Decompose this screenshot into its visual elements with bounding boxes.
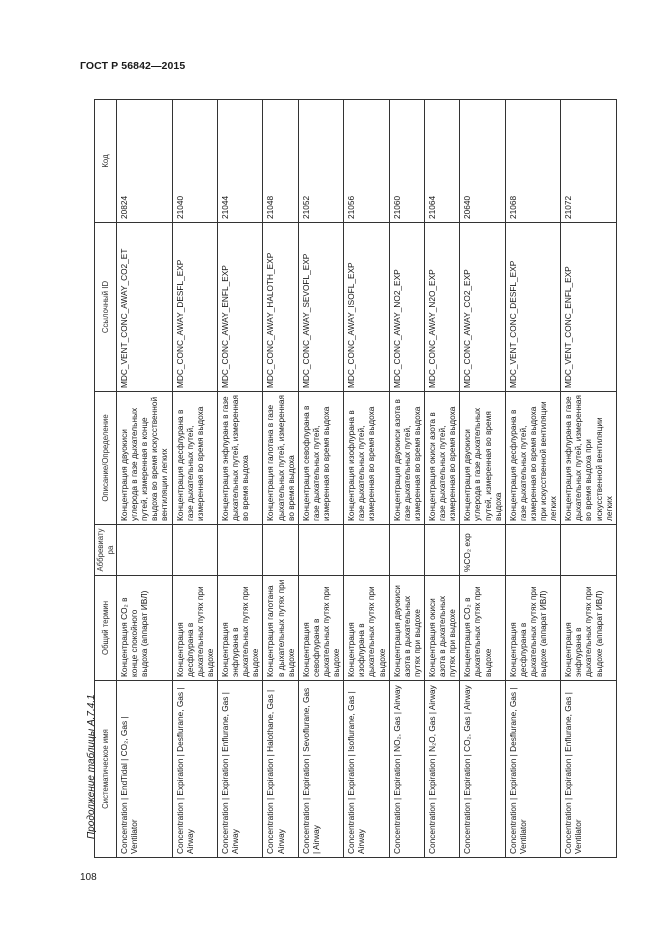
common-term-cell: Концентрация севофлурана в дыхательных путях при выдохе — [298, 576, 343, 681]
table-row — [263, 100, 298, 858]
systematic-name-cell: Concentration | Expiration | CO₂, Gas | Airway — [460, 681, 505, 858]
reference-id-cell: MDC_VENT_CONC_DESFL_EXP — [505, 223, 561, 392]
common-term-cell: Концентрация десфлурана в дыхательных путях при выдохе (аппарат ИВЛ) — [505, 576, 561, 681]
reference-id-cell: MDC_VENT_CONC_ENFL_EXP — [561, 223, 617, 392]
code-cell: 20640 — [460, 100, 505, 223]
reference-id-cell: MDC_CONC_AWAY_HALOTH_EXP — [263, 223, 298, 392]
abbreviation-cell: %CO₂ exp — [460, 525, 505, 576]
description-cell: Концентрация двуокиси углерода в газе дыхательных путей, измеренная во время выдоха — [460, 392, 505, 525]
table-caption: Продолжение таблицы А.7.4.1 — [86, 694, 97, 839]
systematic-name-cell: Concentration | Expiration | Halothane, Gas | Airway — [263, 681, 298, 858]
common-term-cell: Концентрация десфлурана в дыхательных путях при выдохе — [172, 576, 217, 681]
abbreviation-cell — [217, 525, 262, 576]
abbreviation-cell — [505, 525, 561, 576]
systematic-name-cell: Concentration | Expiration | Isoflurane, Gas | Airway — [344, 681, 389, 858]
terms-table — [94, 99, 617, 858]
description-cell: Концентрация севофлурана в газе дыхательных путей, измеренная во время выдоха — [298, 392, 343, 525]
abbreviation-cell — [344, 525, 389, 576]
common-term-cell: Концентрация окиси азота в дыхательных путях при выдохе — [424, 576, 459, 681]
description-cell: Концентрация двуокиси углерода в газе дыхательных путей, измеренная в конце выдоха во время искусственной вентиляции легких — [117, 392, 173, 525]
systematic-name-cell: Concentration | EndTidal | CO₂, Gas | Ventilator — [117, 681, 173, 858]
table-body — [117, 100, 617, 858]
reference-id-cell: MDC_VENT_CONC_AWAY_CO2_ET — [117, 223, 173, 392]
code-cell: 21056 — [344, 100, 389, 223]
description-cell: Концентрация энфлурана в газе дыхательных путей, измеренная во время выдоха — [217, 392, 262, 525]
code-cell: 21068 — [505, 100, 561, 223]
abbreviation-cell — [117, 525, 173, 576]
table-row — [561, 100, 617, 858]
reference-id-cell: MDC_CONC_AWAY_NO2_EXP — [389, 223, 424, 392]
description-cell: Концентрация окиси азота в газе дыхательных путей, измеренная во время выдоха — [424, 392, 459, 525]
description-cell: Концентрация галотана в газе дыхательных путей, измеренная во время выдоха — [263, 392, 298, 525]
header-systematic-name: Систематическое имя — [95, 681, 117, 858]
common-term-cell: Концентрация CO₂ в конце спокойного выдоха (аппарат ИВЛ) — [117, 576, 173, 681]
description-cell: Концентрация десфлурана в газе дыхательных путей, измеренная во время выдоха — [172, 392, 217, 525]
systematic-name-cell: Concentration | Expiration | Enflurane, Gas | Ventilator — [561, 681, 617, 858]
table-row — [389, 100, 424, 858]
reference-id-cell: MDC_CONC_AWAY_N2O_EXP — [424, 223, 459, 392]
description-cell: Концентрация двуокиси азота в газе дыхательных путей, измеренная во время выдоха — [389, 392, 424, 525]
common-term-cell: Концентрация изофлурана в дыхательных путях при выдохе — [344, 576, 389, 681]
reference-id-cell: MDC_CONC_AWAY_DESFL_EXP — [172, 223, 217, 392]
code-cell: 21040 — [172, 100, 217, 223]
reference-id-cell: MDC_CONC_AWAY_CO2_EXP — [460, 223, 505, 392]
table-row — [344, 100, 389, 858]
common-term-cell: Концентрация CO₂ в дыхательных путях при выдохе — [460, 576, 505, 681]
abbreviation-cell — [298, 525, 343, 576]
abbreviation-cell — [561, 525, 617, 576]
header-common-term: Общий термин — [95, 576, 117, 681]
table-row — [117, 100, 173, 858]
systematic-name-cell: Concentration | Expiration | Enflurane, Gas | Airway — [217, 681, 262, 858]
abbreviation-cell — [389, 525, 424, 576]
code-cell: 21060 — [389, 100, 424, 223]
description-cell: Концентрация изофлурана в газе дыхательных путей, измеренная во время выдоха — [344, 392, 389, 525]
code-cell: 21072 — [561, 100, 617, 223]
abbreviation-cell — [263, 525, 298, 576]
table-row — [298, 100, 343, 858]
systematic-name-cell: Concentration | Expiration | Sevoflurane, Gas | Airway — [298, 681, 343, 858]
table-row — [424, 100, 459, 858]
systematic-name-cell: Concentration | Expiration | Desflurane, Gas | Ventilator — [505, 681, 561, 858]
header-code: Код — [95, 100, 117, 223]
code-cell: 20824 — [117, 100, 173, 223]
common-term-cell: Концентрация двуокиси азота в дыхательных путях при выдохе — [389, 576, 424, 681]
table-row — [460, 100, 505, 858]
table-header-row — [95, 100, 117, 858]
abbreviation-cell — [172, 525, 217, 576]
reference-id-cell: MDC_CONC_AWAY_ISOFL_EXP — [344, 223, 389, 392]
systematic-name-cell: Concentration | Expiration | Desflurane, Gas | Airway — [172, 681, 217, 858]
common-term-cell: Концентрация энфлурана в дыхательных путях при выдохе — [217, 576, 262, 681]
systematic-name-cell: Concentration | Expiration | NO₂, Gas | Airway — [389, 681, 424, 858]
abbreviation-cell — [424, 525, 459, 576]
table-row — [172, 100, 217, 858]
common-term-cell: Концентрация энфлурана в дыхательных путях при выдохе (аппарат ИВЛ) — [561, 576, 617, 681]
description-cell: Концентрация энфлурана в газе дыхательных путей, измеренная во время выдоха при искусственной вентиляции легких — [561, 392, 617, 525]
rotated-table-container — [94, 100, 614, 858]
code-cell: 21064 — [424, 100, 459, 223]
common-term-cell: Концентрация галотана в дыхательных путях при выдохе — [263, 576, 298, 681]
header-abbreviation: Аббревиатура — [95, 525, 117, 576]
reference-id-cell: MDC_CONC_AWAY_ENFL_EXP — [217, 223, 262, 392]
description-cell: Концентрация десфлурана в газе дыхательных путей, измеренная во время выдоха при искусственной вентиляции легких — [505, 392, 561, 525]
standard-header: ГОСТ Р 56842—2015 — [80, 60, 186, 72]
code-cell: 21052 — [298, 100, 343, 223]
page-number: 108 — [80, 872, 97, 883]
code-cell: 21044 — [217, 100, 262, 223]
table-row — [505, 100, 561, 858]
reference-id-cell: MDC_CONC_AWAY_SEVOFL_EXP — [298, 223, 343, 392]
systematic-name-cell: Concentration | Expiration | N₂O, Gas | Airway — [424, 681, 459, 858]
header-description: Описание/Определение — [95, 392, 117, 525]
header-reference-id: Ссылочный ID — [95, 223, 117, 392]
code-cell: 21048 — [263, 100, 298, 223]
table-row — [217, 100, 262, 858]
